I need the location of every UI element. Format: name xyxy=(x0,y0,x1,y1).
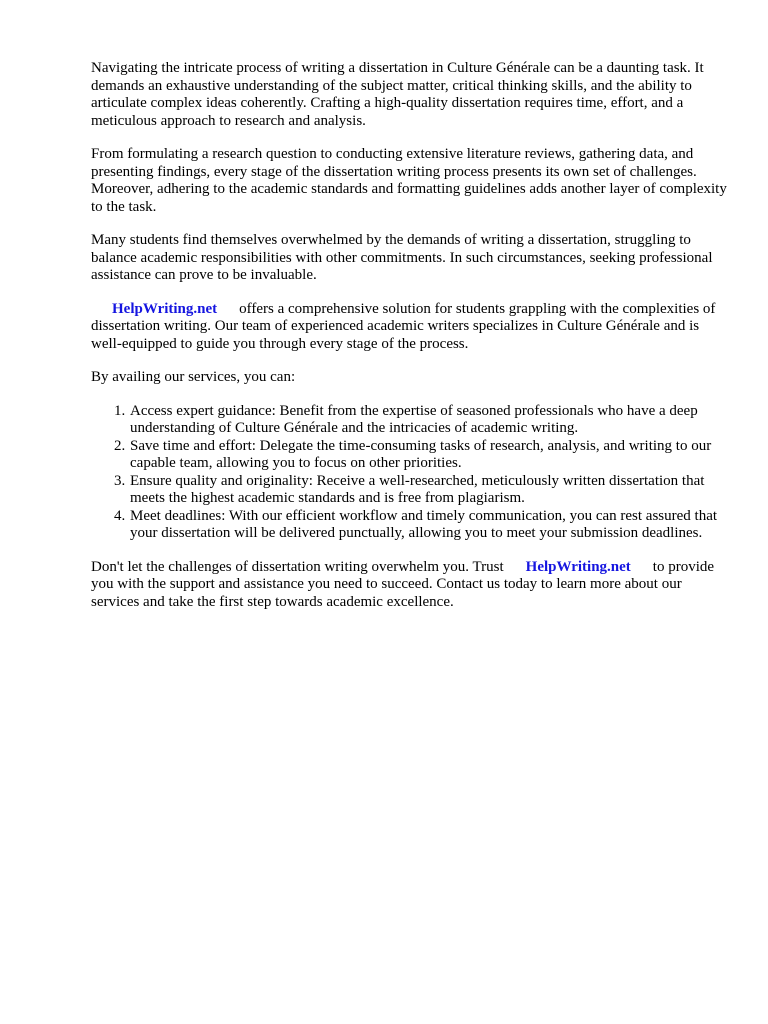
helpwriting-link[interactable]: HelpWriting.net xyxy=(112,300,218,317)
list-item: 2. Save time and effort: Delegate the time-consuming tasks of research, analysis, and writing to our capable team, allowing you to focus on other priorities. xyxy=(129,438,731,473)
paragraph-solution xyxy=(91,301,731,354)
document-body xyxy=(91,60,731,627)
list-item: 1. Access expert guidance: Benefit from the expertise of seasoned professionals who have a deep understanding of Culture Générale and the intricacies of academic writing. xyxy=(129,403,731,438)
paragraph-solution-text: offers a comprehensive solution for students grappling with the complexities of dissertation writing. Our team of experienced academic writers specializes in Culture Générale and is well-equipped to guide you through every stage of the process. xyxy=(91,300,716,352)
helpwriting-link[interactable]: HelpWriting.net xyxy=(525,558,631,575)
services-list xyxy=(91,403,731,543)
paragraph-overwhelmed: Many students find themselves overwhelmed by the demands of writing a dissertation, struggling to balance academic responsibilities with other commitments. In such circumstances, seeking professional assistance can prove to be invaluable. xyxy=(91,232,713,283)
paragraph-closing-text-after: to provide you with the support and assistance you need to succeed. Contact us today to learn more about our services and take the first step towards academic excellence. xyxy=(91,558,715,610)
paragraph-services-intro: By availing our services, you can: xyxy=(91,369,296,385)
paragraph-closing-text-before: Don't let the challenges of dissertation writing overwhelm you. Trust xyxy=(91,558,504,575)
paragraph-intro: Navigating the intricate process of writing a dissertation in Culture Générale can be a daunting task. It demands an exhaustive understanding of the subject matter, critical thinking skills, and the ability to articulate complex ideas coherently. Crafting a high-quality dissertation requires time, effort, and a meticulous approach to research and analysis. xyxy=(91,60,704,129)
paragraph-challenges: From formulating a research question to conducting extensive literature reviews, gathering data, and presenting findings, every stage of the dissertation writing process presents its own set of challenges. Moreover, adhering to the academic standards and formatting guidelines adds another layer of complexity to the task. xyxy=(91,146,727,215)
list-item: 4. Meet deadlines: With our efficient workflow and timely communication, you can rest assured that your dissertation will be delivered punctually, allowing you to meet your submission deadlines. xyxy=(129,508,731,543)
list-item: 3. Ensure quality and originality: Receive a well-researched, meticulously written dissertation that meets the highest academic standards and is free from plagiarism. xyxy=(129,473,731,508)
paragraph-closing xyxy=(91,559,731,612)
